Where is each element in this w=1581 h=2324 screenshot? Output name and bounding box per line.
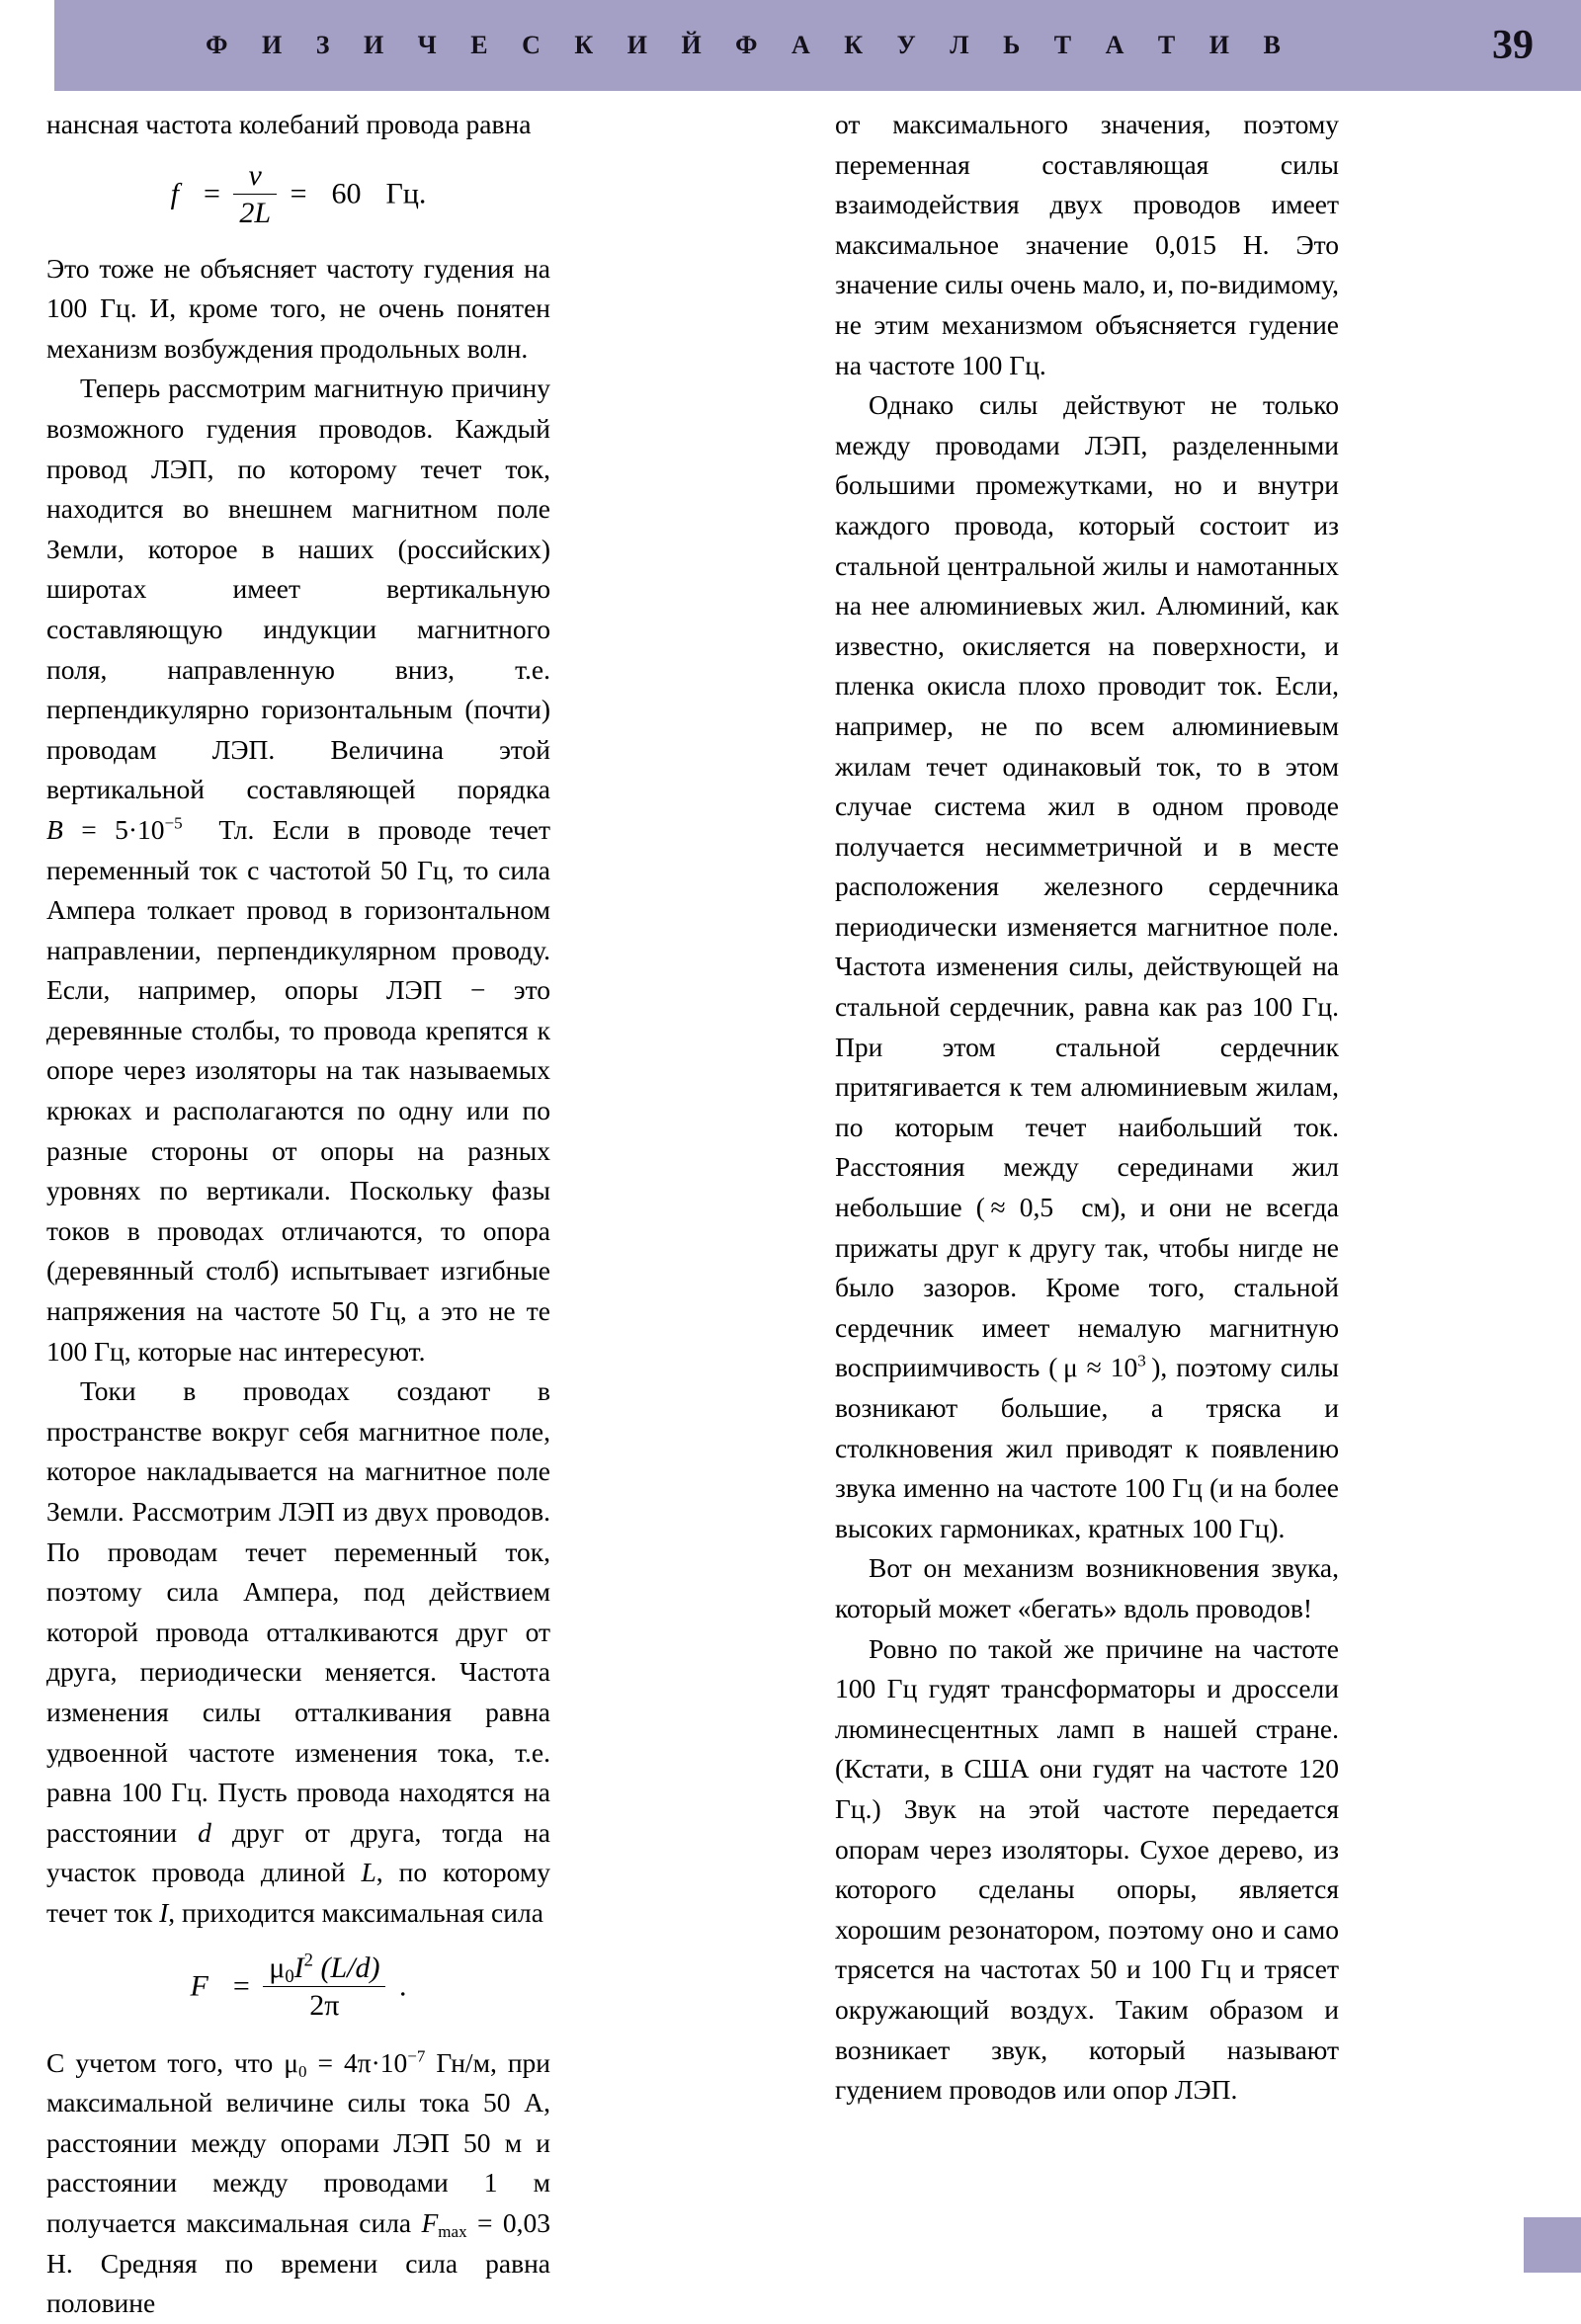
inline-base-10: 10 — [137, 813, 165, 845]
fraction-numerator-force — [263, 1951, 385, 1987]
inline-symbol-I: I — [159, 1896, 169, 1928]
inline-F-subscript-max: max — [438, 2221, 467, 2241]
inline-equals-B: = — [81, 813, 97, 845]
paragraph-inner-part1: Однако силы действуют не только между проводами ЛЭП, разделенными большими промежутками, но и внутри каждого провода, который состоит из стальной центральной жилы и намотанных на нее алюминиевых жил. Алюминий, как известно, окисляется на поверхности, и пленка окисла плохо проводит ток. Если, например, не по всем алюминиевым жилам течет одинаковый ток, то в этом случае система жил в одном проводе получается несимметричной и в месте расположения железного сердечника периодически изменяется магнитное поле. Частота изменения силы, действующей на стальной сердечник, равна как раз 100 Гц. При этом стальной сердечник притягивается к тем алюминиевым жилам, по которым течет наибольший ток. Расстояния между серединами жил небольшие — [835, 389, 1339, 1223]
numerator-L-over-d: (L/d) — [320, 1950, 380, 1984]
inline-base-10-mu: 10 — [379, 2046, 408, 2078]
paragraph-inner-part2: , и они не всегда прижаты друг к другу так, чтобы нигде не было зазоров. Кроме того, стальной сердечник имеет немалую магнитную восприимчивость — [835, 1192, 1339, 1383]
inline-base-10-perm: 10 — [1110, 1352, 1138, 1383]
inline-approx-permeability — [1048, 1352, 1160, 1382]
fraction-denominator-2L: 2L — [239, 196, 272, 229]
equation-equals-1: = — [203, 176, 220, 209]
fraction-v-over-2L — [233, 159, 277, 229]
inline-dot-B: · — [127, 813, 137, 845]
equation-force-equals: = — [232, 1968, 250, 2002]
inline-approx-sign-dist: ≈ — [990, 1192, 1006, 1223]
fraction-force-expression — [263, 1951, 385, 2022]
inline-exponent-minus5: −5 — [164, 813, 183, 833]
equation-value-60: 60 — [331, 176, 362, 209]
fraction-numerator-v: v — [233, 159, 277, 195]
inline-exponent-minus7: −7 — [407, 2045, 426, 2065]
numerator-I: I — [293, 1950, 304, 1984]
numerator-I-exponent: 2 — [303, 1950, 313, 1970]
inline-dot-mu: · — [371, 2046, 380, 2078]
paragraph-numeric-estimate — [46, 2043, 550, 2324]
paragraph-magnetic-cause — [46, 369, 550, 1371]
inline-symbol-d: d — [198, 1816, 211, 1848]
inline-paren-close-dist: ) — [1110, 1192, 1121, 1223]
equation-force-period: . — [398, 1968, 407, 2002]
inline-paren-close-mu: ) — [1151, 1352, 1161, 1383]
page-content — [0, 91, 1581, 2319]
inline-exponent-3: 3 — [1137, 1351, 1146, 1370]
paragraph-numeric-part1: С учетом того, что — [46, 2046, 285, 2078]
inline-equals-mu: = — [317, 2046, 333, 2078]
inline-symbol-B: B — [46, 813, 63, 845]
inline-value-05: 0,5 — [1019, 1192, 1054, 1223]
inline-symbol-mu: μ — [284, 2046, 298, 2078]
inline-approx-distance — [976, 1192, 1120, 1222]
inline-value-5: 5 — [115, 813, 128, 845]
paragraph-numeric-part3: = 0,03 Н. Средняя по времени сила равна половине — [46, 2206, 550, 2319]
bottom-right-decoration — [1524, 2217, 1581, 2273]
equation-equals-2: = — [290, 176, 307, 209]
paragraph-currents-part3: , по которому течет ток — [46, 1857, 550, 1928]
inline-F: F — [421, 2206, 439, 2238]
paragraph-currents-part2: друг от друга, тогда на участок провода длиной — [46, 1816, 550, 1888]
paragraph-magnetic-cause-part2: Если в проводе течет переменный ток с частотой 50 Гц, то сила Ампера толкает провод в горизонтальном направлении, перпендикулярном проводу. Если, например, опоры ЛЭП − это деревянные столбы, то провода крепятся к опоре через изоляторы на так называемых крюках и располагаются по одну или по разные стороны от опоры на разных уровнях по вертикали. Поскольку фазы токов в проводах отличаются, то опора (деревянный столб) испытывает изгибные напряжения на частоте 50 Гц, а это не те 100 Гц, которые нас интересуют. — [46, 813, 551, 1367]
page-number: 39 — [1492, 23, 1534, 68]
inline-symbol-mu-perm: μ — [1062, 1352, 1078, 1383]
paragraph-magnetic-cause-part1: Теперь рассмотрим магнитную причину возможного гудения проводов. Каждый провод ЛЭП, по которому течет ток, находится во внешнем магнитном поле Земли, которое в наших (российских) широтах имеет вертикальную составляющую индукции магнитного поля, направленную вниз, т.е. перпендикулярно горизонтальным (почти) проводам ЛЭП. Величина этой вертикальной составляющей порядка — [46, 373, 550, 805]
equation-lhs-F: F — [190, 1968, 208, 2002]
inline-symbol-Fmax — [421, 2206, 467, 2241]
page-header-band — [54, 0, 1581, 91]
right-text-column — [835, 105, 1339, 2111]
paragraph-transformers: Ровно по такой же причине на частоте 100 Гц гудят трансформаторы и дроссели люминесцентных ламп в нашей стране. (Кстати, в США они гудят на частоте 120 Гц.) Звук на этой частоте передается опорам через изоляторы. Сухое дерево, из которого сделаны опоры, является хорошим резонатором, поэтому оно и само трясется на частотах 50 и 100 Гц и трясет окружающий воздух. Таким образом и возникает звук, который называют гудением проводов или опор ЛЭП. — [835, 1632, 1339, 2106]
paragraph-force-value: от максимального значения, поэтому переменная составляющая силы взаимодействия двух проводов имеет максимальное значение 0,015 Н. Это значение силы очень мало, и, по-видимому, не этим механизмом объясняется гудение на частоте 100 Гц. — [835, 109, 1339, 380]
equation-unit-hz: Гц. — [385, 176, 427, 209]
numerator-mu: μ — [269, 1950, 286, 1984]
inline-value-4pi: 4π — [343, 2046, 372, 2078]
paragraph-mechanism-conclusion: Вот он механизм возникновения звука, который может «бегать» вдоль проводов! — [835, 1552, 1339, 1623]
inline-paren-open-mu: ( — [1048, 1352, 1058, 1383]
inline-approx-sign-mu: ≈ — [1086, 1352, 1102, 1383]
inline-equation-earth-field — [46, 814, 254, 845]
inline-unit-tesla: Тл. — [218, 813, 255, 845]
paragraph-inner-wire-forces — [835, 385, 1339, 1548]
paragraph-currents-create-field — [46, 1371, 550, 1933]
numerator-mu-subscript: 0 — [285, 1965, 294, 1987]
inline-symbol-L: L — [361, 1857, 376, 1888]
paragraph-numeric-part2: , при максимальной величине силы тока 50 А, расстоянии между опорами ЛЭП 50 м и расстоянии между проводами 1 м получается максимальная сила — [46, 2046, 551, 2238]
paragraph-lead-continuation: нансная частота колебаний провода равна — [46, 109, 532, 139]
display-equation-force — [46, 1950, 550, 2024]
fraction-denominator-2pi: 2π — [309, 1988, 340, 2022]
inline-equation-mu0 — [284, 2045, 490, 2081]
paragraph-currents-part1: Токи в проводах создают в пространстве вокруг себя магнитное поле, которое накладывается на магнитное поле Земли. Рассмотрим ЛЭП из двух проводов. По проводам течет переменный ток, поэтому сила Ампера, под действием которой провода отталкиваются друг от друга, периодически меняется. Частота изменения силы отталкивания равна удвоенной частоте изменения тока, т.е. равна 100 Гц. Пусть провода находятся на расстоянии — [46, 1375, 550, 1848]
inline-unit-cm: см — [1081, 1192, 1111, 1223]
inline-paren-open-dist: ( — [975, 1192, 985, 1223]
left-text-column — [46, 105, 550, 2324]
inline-mu-subscript: 0 — [297, 2061, 307, 2081]
paragraph-inner-part3: , поэтому силы возникают большие, а тряска и столкновения жил приводят к появлению звука именно на частоте 100 Гц (и на более высоких гармониках, кратных 100 Гц). — [835, 1352, 1339, 1543]
paragraph-does-not-explain: Это тоже не объясняет частоту гудения на 100 Гц. И, кроме того, не очень понятен механизм возбуждения продольных волн. — [46, 252, 550, 364]
page-title: Ф И З И Ч Е С К И Й Ф А К У Л Ь Т А Т И В — [206, 31, 1287, 59]
paragraph-currents-part4: , приходится максимальная сила — [168, 1896, 543, 1928]
inline-unit-henry-per-meter: Гн/м — [436, 2046, 490, 2078]
equation-lhs-f: f — [170, 176, 179, 209]
display-equation-frequency — [46, 158, 550, 231]
